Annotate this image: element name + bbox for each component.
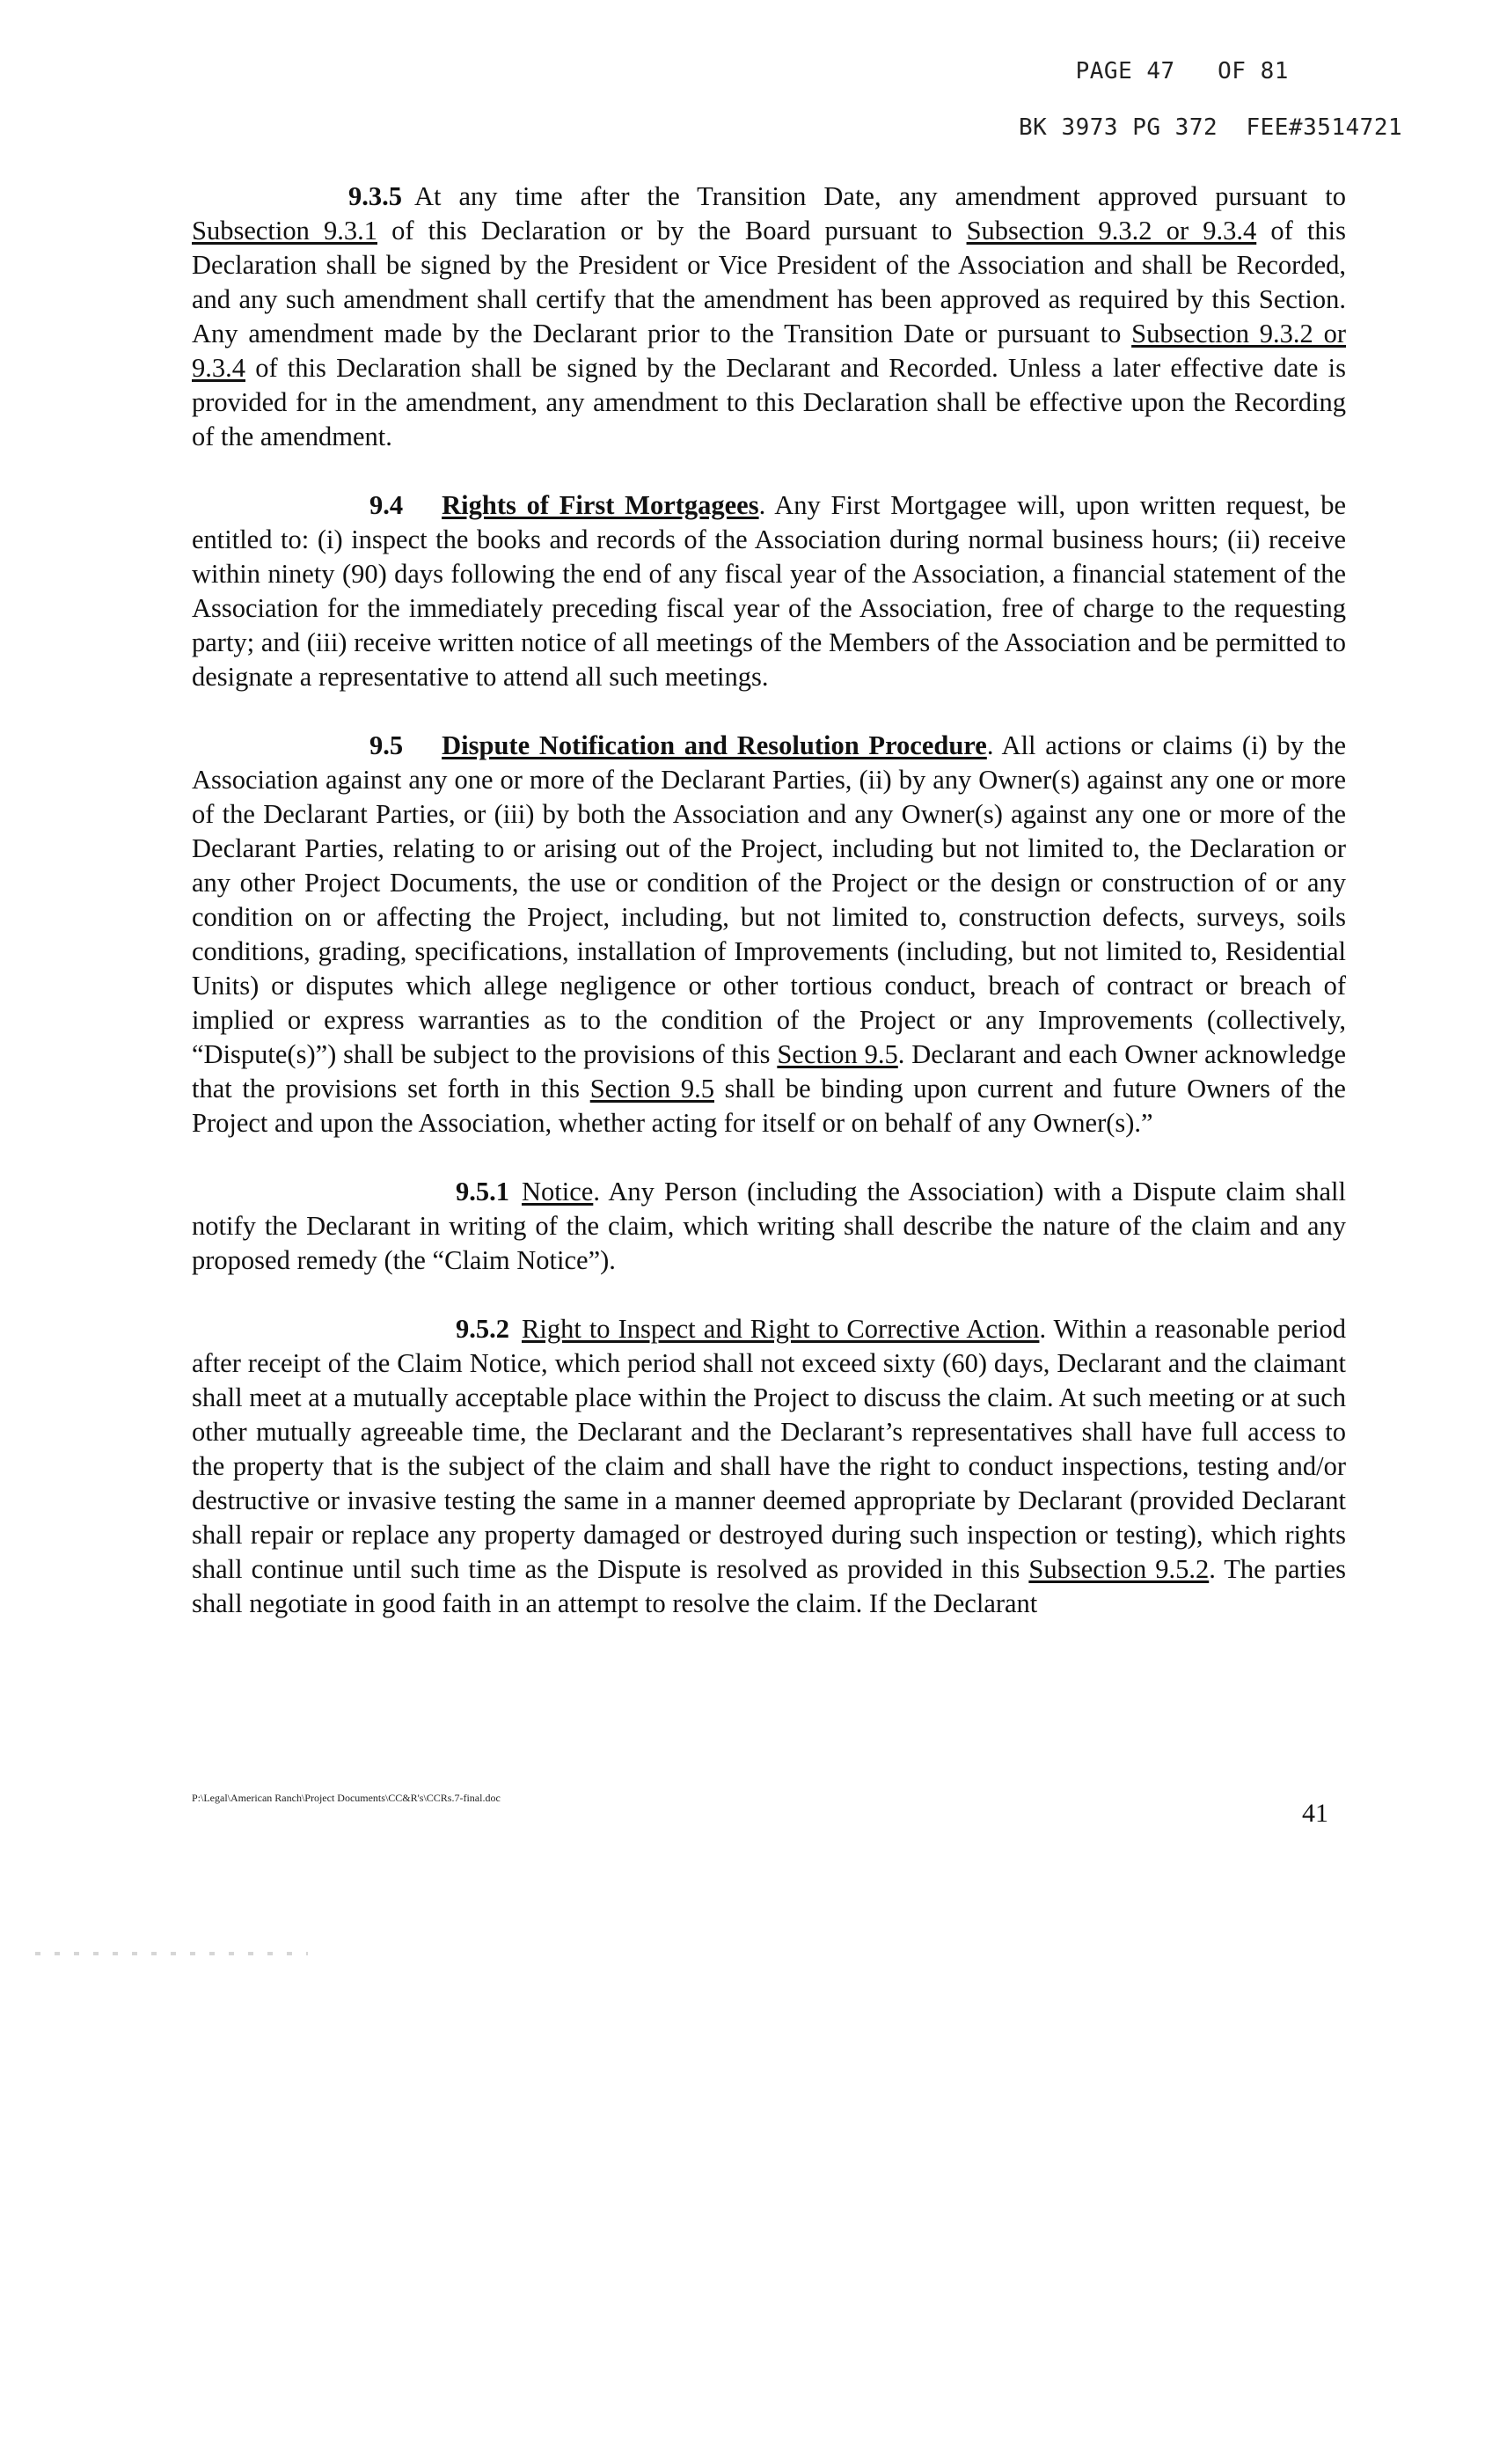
section-text: of this Declaration shall be signed by the President or Vice President of the Association and shall be Recorded, and any such amendment shall certify that the amendment has been approved as required by this Section. Any amendment made by the Declarant prior to the Transition Date or pursuant to [192, 216, 1346, 348]
recording-stamp [1019, 32, 1402, 194]
page-number: 41 [1302, 1799, 1328, 1828]
cross-reference: Subsection 9.3.2 or 9.3.4 [966, 216, 1257, 246]
section-text: At any time after the Transition Date, any amendment approved pursuant to [414, 181, 1346, 211]
cross-reference: Section 9.5 [589, 1074, 714, 1104]
section-text: of this Declaration or by the Board pursuant to [377, 216, 967, 246]
cross-reference: Subsection 9.3.2 or 9.3.4 [192, 319, 1346, 383]
section-text: . All actions or claims (i) by the Association against any one or more of the Declarant Parties, (ii) by any Owner(s) against any one or more of the Declarant Parties, or (iii) by both the Association and any Owner(s) against any one or more of the Declarant Parties, relating to or arising out of the Project, including but not limited to, the Declaration or any other Project Documents, the use or condition of the Project or the design or construction of or any condition on or affecting the Project, including, but not limited to, construction defects, surveys, soils conditions, grading, specifications, installation of Improvements (including, but not limited to, Residential Units) or disputes which allege negligence or other tortious conduct, breach of contract or breach of implied or express warranties as to the condition of the Project or any Improvements (collectively, “Dispute(s)”) shall be subject to the provisions of this [192, 730, 1346, 1069]
section-heading: Right to Inspect and Right to Corrective Action [522, 1314, 1040, 1344]
section-number: 9.5 [369, 730, 404, 760]
section-text: . Any Person (including the Association) with a Dispute claim shall notify the Declarant in writing of the claim, which writing shall describe the nature of the claim and any proposed remedy (the “Claim Notice”). [192, 1177, 1346, 1275]
section-number: 9.5.2 [456, 1314, 509, 1344]
section-heading: Rights of First Mortgagees [442, 490, 759, 520]
file-path-footer: P:\Legal\American Ranch\Project Documents\CC&R's\CCRs.7-final.doc [192, 1792, 501, 1804]
section-text: of this Declaration shall be signed by the Declarant and Recorded. Unless a later effective date is provided for in the amendment, any amendment to this Declaration shall be effective upon the Recording of the amendment. [192, 353, 1346, 451]
section-number: 9.3.5 [348, 181, 402, 211]
section-text: shall be binding upon current and future Owners of the Project and upon the Association, whether acting for itself or on behalf of any Owner(s).” [192, 1074, 1346, 1138]
stamp-book-page-fee: BK 3973 PG 372 FEE#3514721 [1019, 114, 1403, 141]
section-heading: Notice [522, 1177, 594, 1206]
cross-reference: Subsection 9.5.2 [1028, 1554, 1210, 1584]
section-9-5 [192, 729, 1346, 1140]
section-text: . The parties shall negotiate in good faith in an attempt to resolve the claim. If the Declarant [192, 1554, 1347, 1618]
section-text: . Declarant and each Owner acknowledge that the provisions set forth in this [192, 1039, 1346, 1104]
section-9-5-1 [192, 1175, 1346, 1278]
section-number: 9.4 [369, 490, 404, 520]
section-text: . Any First Mortgagee will, upon written request, be entitled to: (i) inspect the books and records of the Association during normal business hours; (ii) receive within ninety (90) days following the end of any fiscal year of the Association, a financial statement of the Association for the immediately preceding fiscal year of the Association, free of charge to the requesting party; and (iii) receive written notice of all meetings of the Members of the Association and be permitted to designate a representative to attend all such meetings. [192, 490, 1346, 692]
section-9-5-2 [192, 1312, 1346, 1621]
scan-artifact [35, 1952, 308, 1955]
document-body [192, 180, 1346, 1621]
section-text: . Within a reasonable period after receipt of the Claim Notice, which period shall not exceed sixty (60) days, Declarant and the claimant shall meet at a mutually acceptable place within the Project to discuss the claim. At such meeting or at such other mutually agreeable time, the Declarant and the Declarant’s representatives shall have full access to the property that is the subject of the claim and shall have the right to conduct inspections, testing and/or destructive or invasive testing the same in a manner deemed appropriate by Declarant (provided Declarant shall repair or replace any property damaged or destroyed during such inspection or testing), which rights shall continue until such time as the Dispute is resolved as provided in this [192, 1314, 1346, 1584]
stamp-page-count: PAGE 47 OF 81 [1075, 58, 1289, 84]
section-9-4 [192, 488, 1346, 694]
section-9-3-5 [192, 180, 1346, 454]
cross-reference: Subsection 9.3.1 [192, 216, 377, 246]
cross-reference: Section 9.5 [777, 1039, 898, 1069]
section-heading: Dispute Notification and Resolution Procedure [442, 730, 987, 760]
section-number: 9.5.1 [456, 1177, 509, 1206]
